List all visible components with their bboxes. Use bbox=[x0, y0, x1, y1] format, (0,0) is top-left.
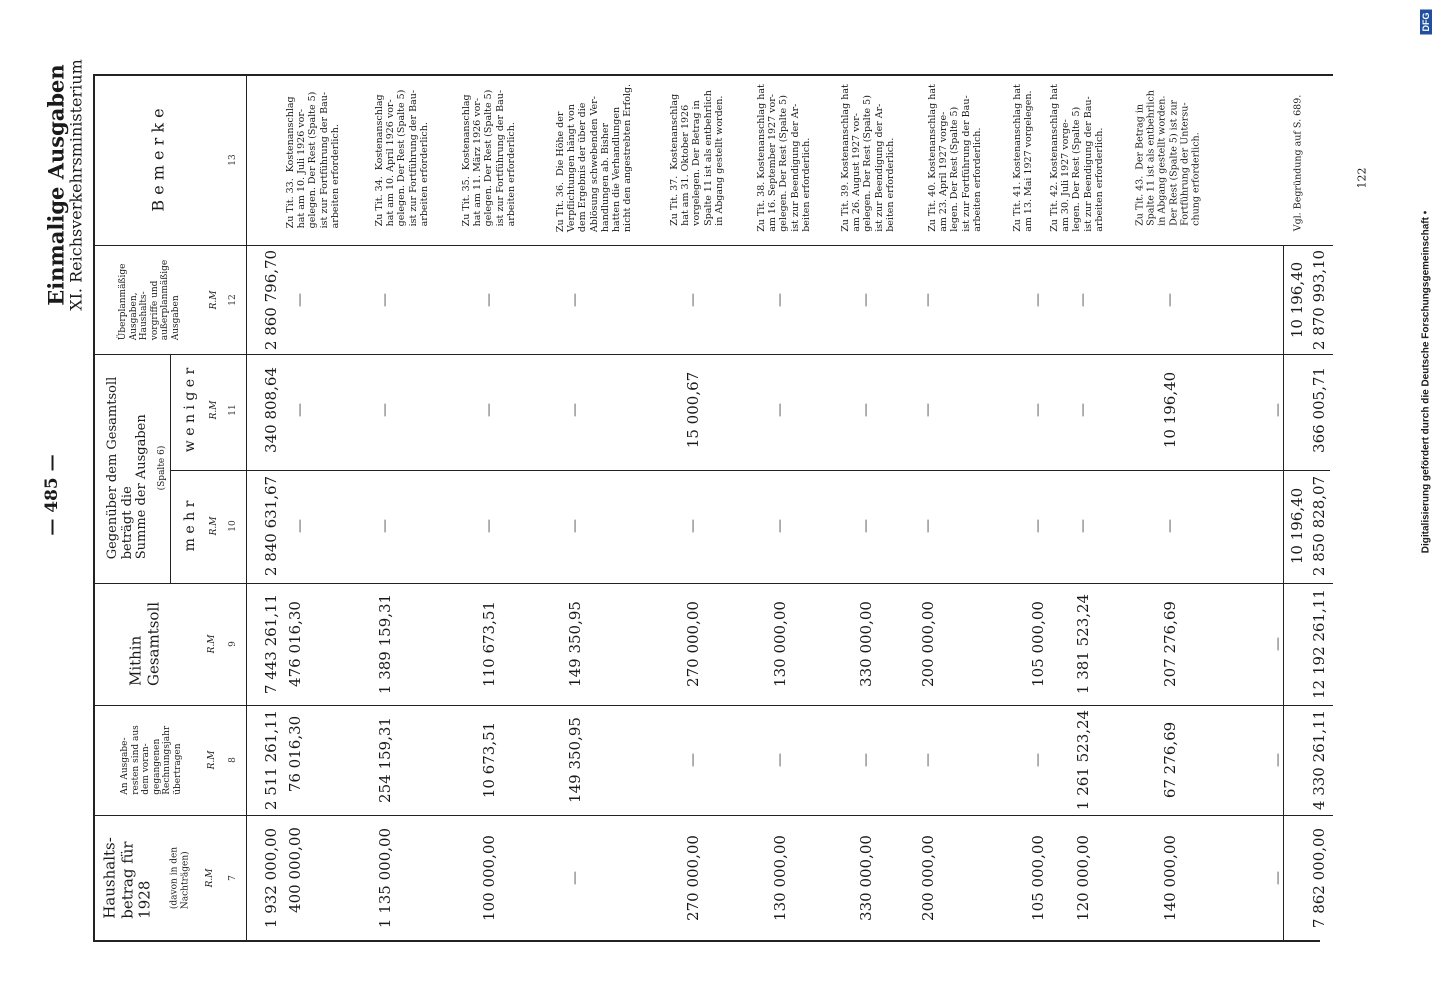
col-sep-8-9 bbox=[93, 705, 1333, 706]
table-top-border bbox=[93, 74, 1333, 76]
totals-separator bbox=[1283, 245, 1284, 940]
col-sep-10-11 bbox=[170, 470, 1330, 471]
col-sep-12-13 bbox=[93, 245, 1333, 246]
col-sep-9-10 bbox=[93, 583, 1333, 584]
col-sep-11-12 bbox=[93, 354, 1333, 355]
col-sep-7-8 bbox=[93, 815, 1333, 816]
header-body-separator bbox=[246, 74, 247, 940]
table-bottom-border bbox=[93, 940, 1320, 942]
group-header-separator bbox=[170, 354, 171, 583]
table-left-border bbox=[93, 74, 95, 940]
